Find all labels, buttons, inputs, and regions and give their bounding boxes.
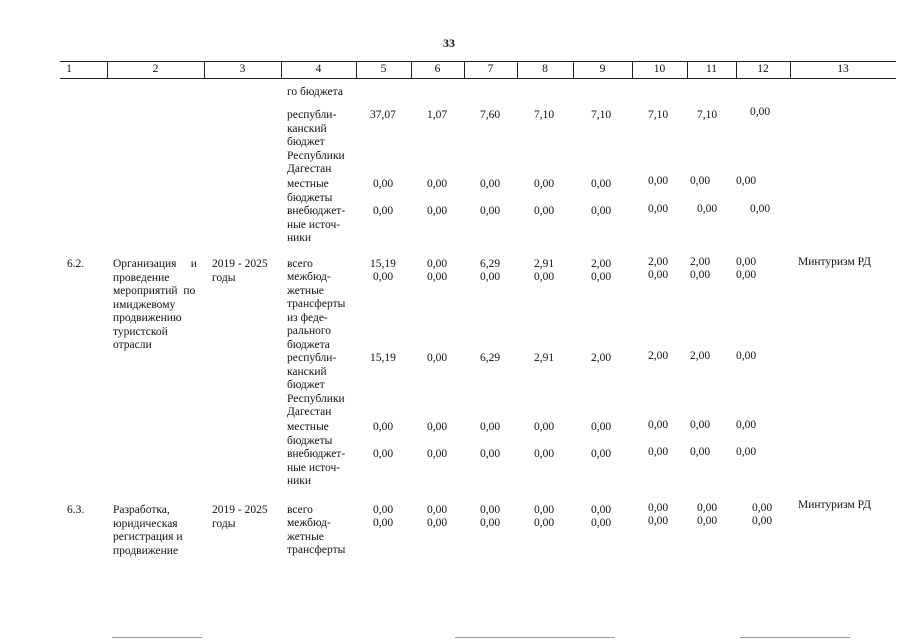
value-cell: 0,00 [752, 502, 773, 514]
value-cell: 0,00 [750, 106, 771, 118]
value-cell: 0,00 [480, 448, 501, 460]
value-cell: 0,00 [480, 178, 501, 190]
column-header: 11 [705, 63, 718, 75]
value-cell: 0,00 [373, 205, 394, 217]
value-cell: 7,10 [648, 109, 669, 121]
value-cell: 0,00 [427, 205, 448, 217]
source-label: всего [287, 258, 313, 270]
value-cell: 0,00 [591, 178, 612, 190]
column-header: 9 [599, 63, 606, 75]
header-top-rule [60, 61, 896, 62]
value-cell: 2,00 [648, 350, 669, 362]
value-cell: 15,19 [370, 258, 396, 270]
value-cell: 0,00 [648, 419, 669, 431]
value-cell: 0,00 [736, 350, 757, 362]
value-cell: 0,00 [736, 419, 757, 431]
value-cell: 0,00 [480, 517, 501, 529]
item-executor: Минтуризм РД [798, 256, 871, 268]
source-label: местные бюджеты [287, 178, 333, 204]
value-cell: 0,00 [591, 421, 612, 433]
value-cell: 0,00 [736, 175, 757, 187]
source-label: внебюджет- ные источ- ники [287, 205, 346, 244]
value-cell: 0,00 [427, 448, 448, 460]
value-cell: 0,00 [534, 421, 555, 433]
source-label: всего [287, 504, 313, 516]
value-cell: 0,00 [690, 446, 711, 458]
value-cell: 0,00 [648, 502, 669, 514]
value-cell: 0,00 [591, 517, 612, 529]
value-cell: 7,10 [534, 109, 555, 121]
value-cell: 0,00 [736, 256, 757, 268]
value-cell: 37,07 [370, 109, 396, 121]
column-header: 1 [66, 63, 72, 75]
value-cell: 0,00 [591, 448, 612, 460]
value-cell: 0,00 [534, 448, 555, 460]
item-number: 6.2. [67, 258, 85, 270]
source-label: го бюджета [287, 86, 343, 98]
value-cell: 0,00 [427, 352, 448, 364]
value-cell: 0,00 [373, 504, 394, 516]
item-years: 2019 - 2025 годы [212, 504, 268, 530]
value-cell: 1,07 [427, 109, 448, 121]
value-cell: 0,00 [480, 421, 501, 433]
value-cell: 2,00 [648, 256, 669, 268]
column-header: 8 [542, 63, 548, 75]
value-cell: 0,00 [480, 504, 501, 516]
item-executor: Минтуризм РД [798, 499, 871, 511]
value-cell: 2,00 [690, 256, 711, 268]
value-cell: 0,00 [427, 178, 448, 190]
source-label: межбюд- жетные трансферты из феде- рального бюджета [287, 271, 346, 351]
column-header: 10 [653, 63, 666, 75]
value-cell: 0,00 [534, 205, 555, 217]
value-cell: 2,00 [591, 258, 612, 270]
value-cell: 0,00 [427, 504, 448, 516]
value-cell: 2,91 [534, 352, 555, 364]
value-cell: 0,00 [480, 205, 501, 217]
value-cell: 0,00 [534, 271, 555, 283]
column-header: 6 [434, 63, 441, 75]
source-label: республи- канский бюджет Республики Дагестан [287, 352, 345, 418]
value-cell: 0,00 [591, 504, 612, 516]
header-bottom-rule [60, 78, 896, 79]
value-cell: 2,00 [591, 352, 612, 364]
scan-mark [112, 637, 202, 638]
value-cell: 0,00 [648, 269, 669, 281]
value-cell: 0,00 [648, 446, 669, 458]
value-cell: 0,00 [697, 203, 718, 215]
value-cell: 0,00 [427, 258, 448, 270]
column-header: 5 [380, 63, 387, 75]
value-cell: 0,00 [373, 448, 394, 460]
column-header: 4 [315, 63, 322, 75]
value-cell: 0,00 [373, 421, 394, 433]
value-cell: 0,00 [373, 178, 394, 190]
value-cell: 0,00 [373, 517, 394, 529]
value-cell: 2,91 [534, 258, 555, 270]
column-header: 13 [837, 63, 849, 75]
value-cell: 6,29 [480, 258, 501, 270]
value-cell: 0,00 [752, 515, 773, 527]
value-cell: 0,00 [591, 205, 612, 217]
value-cell: 0,00 [648, 203, 669, 215]
item-number: 6.3. [67, 504, 85, 516]
value-cell: 0,00 [648, 175, 669, 187]
value-cell: 15,19 [370, 352, 396, 364]
value-cell: 0,00 [591, 271, 612, 283]
value-cell: 0,00 [534, 504, 555, 516]
value-cell: 6,29 [480, 352, 501, 364]
item-name: Организация и проведение мероприятий по имиджевому продвижению туристской отрасли [113, 258, 197, 351]
value-cell: 0,00 [736, 446, 757, 458]
value-cell: 0,00 [427, 271, 448, 283]
value-cell: 0,00 [690, 269, 711, 281]
value-cell: 0,00 [534, 517, 555, 529]
column-header: 12 [757, 63, 769, 75]
scan-mark [740, 637, 850, 638]
value-cell: 0,00 [690, 419, 711, 431]
value-cell: 0,00 [427, 421, 448, 433]
value-cell: 0,00 [427, 517, 448, 529]
value-cell: 0,00 [697, 502, 718, 514]
column-header: 7 [487, 63, 494, 75]
value-cell: 0,00 [736, 269, 757, 281]
value-cell: 0,00 [480, 271, 501, 283]
column-header: 2 [152, 63, 159, 75]
scan-mark [455, 637, 615, 638]
value-cell: 0,00 [534, 178, 555, 190]
value-cell: 7,10 [697, 109, 718, 121]
value-cell: 0,00 [373, 271, 394, 283]
value-cell: 0,00 [690, 175, 711, 187]
value-cell: 0,00 [750, 203, 771, 215]
item-name: Разработка, юридическая регистрация и продвижение [113, 504, 183, 557]
source-label: внебюджет- ные источ- ники [287, 448, 346, 487]
value-cell: 0,00 [648, 515, 669, 527]
value-cell: 7,10 [591, 109, 612, 121]
value-cell: 0,00 [697, 515, 718, 527]
source-label: местные бюджеты [287, 421, 333, 447]
item-years: 2019 - 2025 годы [212, 258, 268, 284]
value-cell: 2,00 [690, 350, 711, 362]
value-cell: 7,60 [480, 109, 501, 121]
page-number: 33 [443, 36, 455, 50]
column-header: 3 [239, 63, 246, 75]
source-label: республи- канский бюджет Республики Дагестан [287, 109, 345, 175]
source-label: межбюд- жетные трансферты [287, 517, 346, 556]
